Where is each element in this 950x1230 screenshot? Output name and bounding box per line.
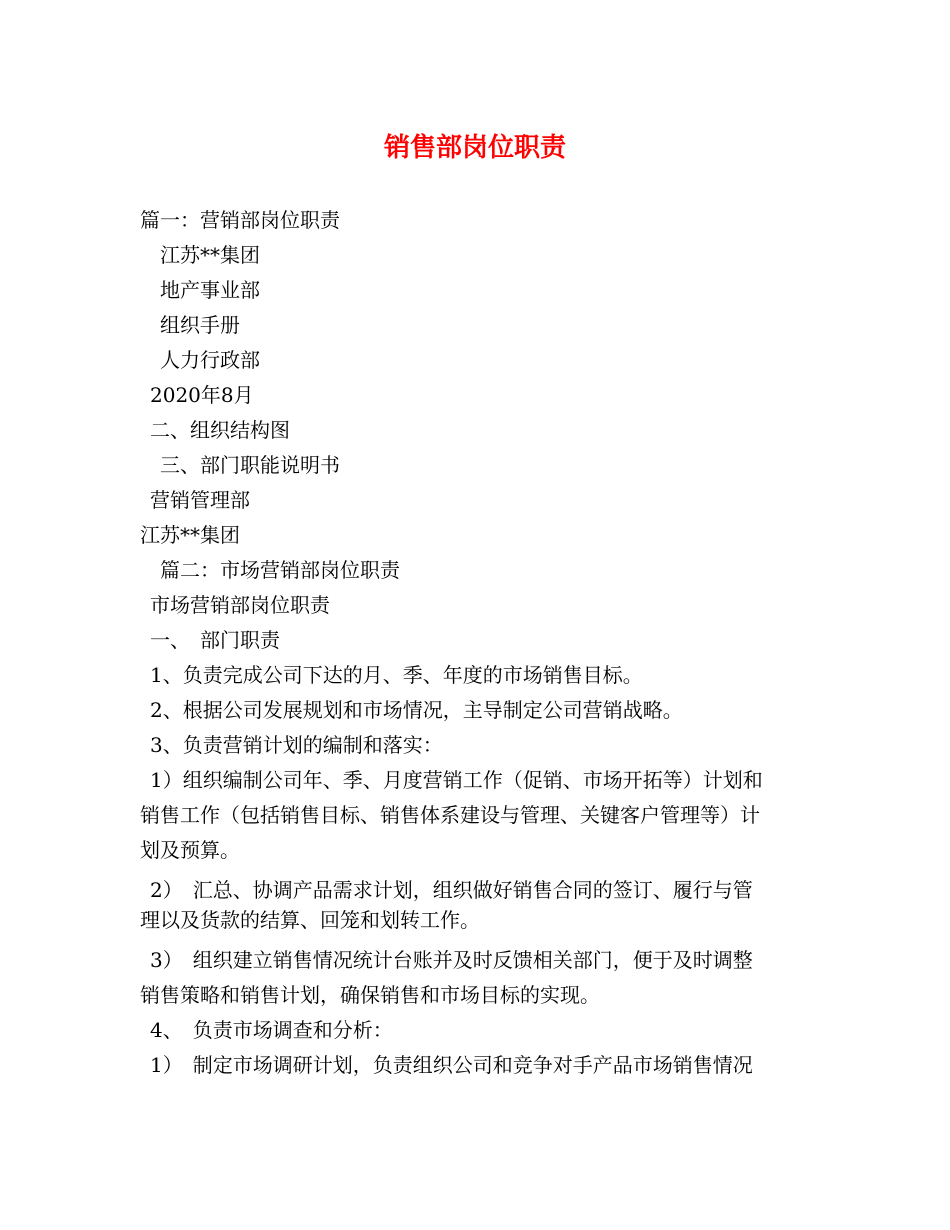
text-line: 江苏**集团 <box>140 523 240 547</box>
text-line: 2020年8月 <box>150 383 254 407</box>
text-line: 组织手册 <box>160 313 240 337</box>
document-title: 销售部岗位职责 <box>383 133 566 163</box>
text-line: 市场营销部岗位职责 <box>150 593 330 617</box>
text-line: 1） 制定市场调研计划，负责组织公司和竞争对手产品市场销售情况 <box>150 1053 753 1077</box>
text-line: 3） 组织建立销售情况统计台账并及时反馈相关部门，便于及时调整 <box>150 948 753 972</box>
text-line: 一、 部门职责 <box>150 628 280 652</box>
text-line: 二、组织结构图 <box>150 418 290 442</box>
text-line: 划及预算。 <box>140 838 240 862</box>
text-line: 2、根据公司发展规划和市场情况，主导制定公司营销战略。 <box>150 698 683 722</box>
text-line: 1）组织编制公司年、季、月度营销工作（促销、市场开拓等）计划和 <box>150 768 763 792</box>
text-line: 理以及货款的结算、回笼和划转工作。 <box>140 908 480 932</box>
text-line: 篇一：营销部岗位职责 <box>140 208 340 232</box>
text-line: 3、负责营销计划的编制和落实： <box>150 733 443 757</box>
text-line: 4、 负责市场调查和分析： <box>150 1018 393 1042</box>
text-line: 销售工作（包括销售目标、销售体系建设与管理、关键客户管理等）计 <box>140 803 760 827</box>
text-line: 地产事业部 <box>160 278 260 302</box>
text-line: 三、部门职能说明书 <box>160 453 340 477</box>
text-line: 江苏**集团 <box>160 243 260 267</box>
text-line: 2） 汇总、协调产品需求计划，组织做好销售合同的签订、履行与管 <box>150 878 753 902</box>
text-line: 人力行政部 <box>160 348 260 372</box>
text-line: 1、负责完成公司下达的月、季、年度的市场销售目标。 <box>150 663 643 687</box>
text-line: 营销管理部 <box>150 488 250 512</box>
text-line: 销售策略和销售计划，确保销售和市场目标的实现。 <box>140 983 600 1007</box>
text-line: 篇二：市场营销部岗位职责 <box>160 558 400 582</box>
